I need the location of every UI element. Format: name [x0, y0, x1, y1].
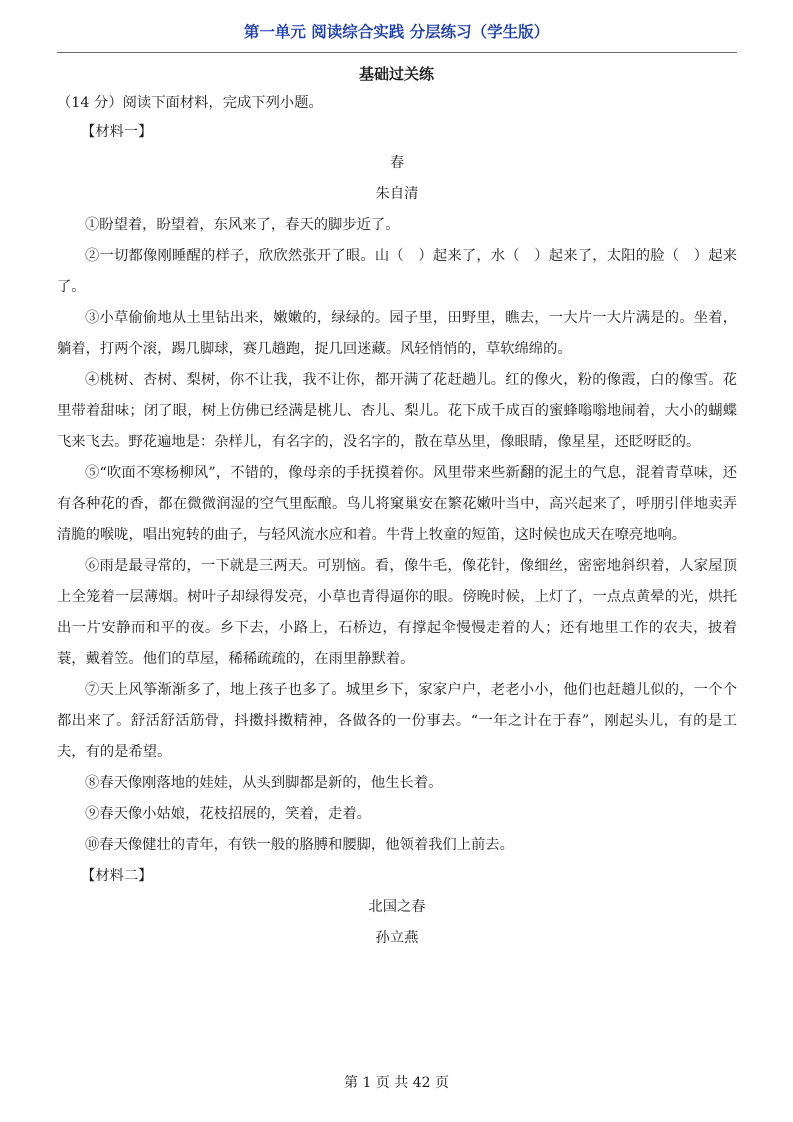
material-one-label: 【材料一】	[81, 124, 153, 140]
paragraph-10: ⑩春天像健壮的青年，有铁一般的胳膊和腰脚，他领着我们上前去。	[85, 837, 514, 853]
material-two-label: 【材料二】	[81, 868, 153, 884]
paragraph-1: ①盼望着，盼望着，东风来了，春天的脚步近了。	[85, 217, 400, 233]
paragraph-5: ⑤“吹面不寒杨柳风”，不错的，像母亲的手抚摸着你。风里带来些新翻的泥土的气息，混着青草味，还有各种花的香，都在微微润湿的空气里酝酿。鸟儿将窠巢安在繁花嫩叶当中，高兴起来了，呼朋引伴地卖弄清脆的喉咙，唱出宛转的曲子，与轻风流水应和着。牛背上牧童的短笛，这时候也成天在嘹亮地响。	[57, 465, 737, 543]
page-number-footer: 第 1 页 共 42 页	[344, 1075, 449, 1091]
page-header-title: 第一单元 阅读综合实践 分层练习（学生版）	[243, 23, 550, 41]
paragraph-9: ⑨春天像小姑娘，花枝招展的，笑着，走着。	[85, 806, 371, 822]
paragraph-4: ④桃树、杏树、梨树，你不让我，我不让你，都开满了花赶趟儿。红的像火，粉的像霞，白的像雪。花里带着甜味；闭了眼，树上仿佛已经满是桃儿、杏儿、梨儿。花下成千成百的蜜蜂嗡嗡地闹着，大小的蝴蝶飞来飞去。野花遍地是：杂样儿，有名字的，没名字的，散在草丛里，像眼睛，像星星，还眨呀眨的。	[57, 372, 737, 450]
section-title: 基础过关练	[358, 65, 434, 83]
paragraph-3: ③小草偷偷地从土里钻出来，嫩嫩的，绿绿的。园子里，田野里，瞧去，一大片一大片满是的。坐着，躺着，打两个滚，踢几脚球，赛几趟跑，捉几回迷藏。风轻悄悄的，草软绵绵的。	[57, 310, 737, 357]
poem-author: 朱自清	[375, 186, 419, 202]
paragraph-8: ⑧春天像刚落地的娃娃，从头到脚都是新的，他生长着。	[85, 775, 443, 791]
poem-title: 春	[389, 155, 405, 171]
header-divider	[57, 52, 737, 53]
essay-title: 北国之春	[368, 899, 426, 915]
essay-author: 孙立燕	[375, 930, 419, 946]
document-body	[57, 92, 737, 954]
question-intro: （14 分）阅读下面材料，完成下列小题。	[57, 95, 323, 111]
paragraph-6: ⑥雨是最寻常的，一下就是三两天。可别恼。看，像牛毛，像花针，像细丝，密密地斜织着，人家屋顶上全笼着一层薄烟。树叶子却绿得发亮，小草也青得逼你的眼。傍晚时候，上灯了，一点点黄晕的光，烘托出一片安静而和平的夜。乡下去，小路上，石桥边，有撑起伞慢慢走着的人；还有地里工作的农夫，披着蓑，戴着笠。他们的草屋，稀稀疏疏的，在雨里静默着。	[57, 558, 737, 667]
paragraph-7: ⑦天上风筝渐渐多了，地上孩子也多了。城里乡下，家家户户，老老小小，他们也赶趟儿似的，一个个都出来了。舒活舒活筋骨，抖擞抖擞精神，各做各的一份事去。“一年之计在于春”，刚起头儿，有的是工夫，有的是希望。	[57, 682, 737, 760]
paragraph-2: ②一切都像刚睡醒的样子，欣欣然张开了眼。山（ ）起来了，水（ ）起来了，太阳的脸（ ）起来了。	[57, 248, 737, 295]
